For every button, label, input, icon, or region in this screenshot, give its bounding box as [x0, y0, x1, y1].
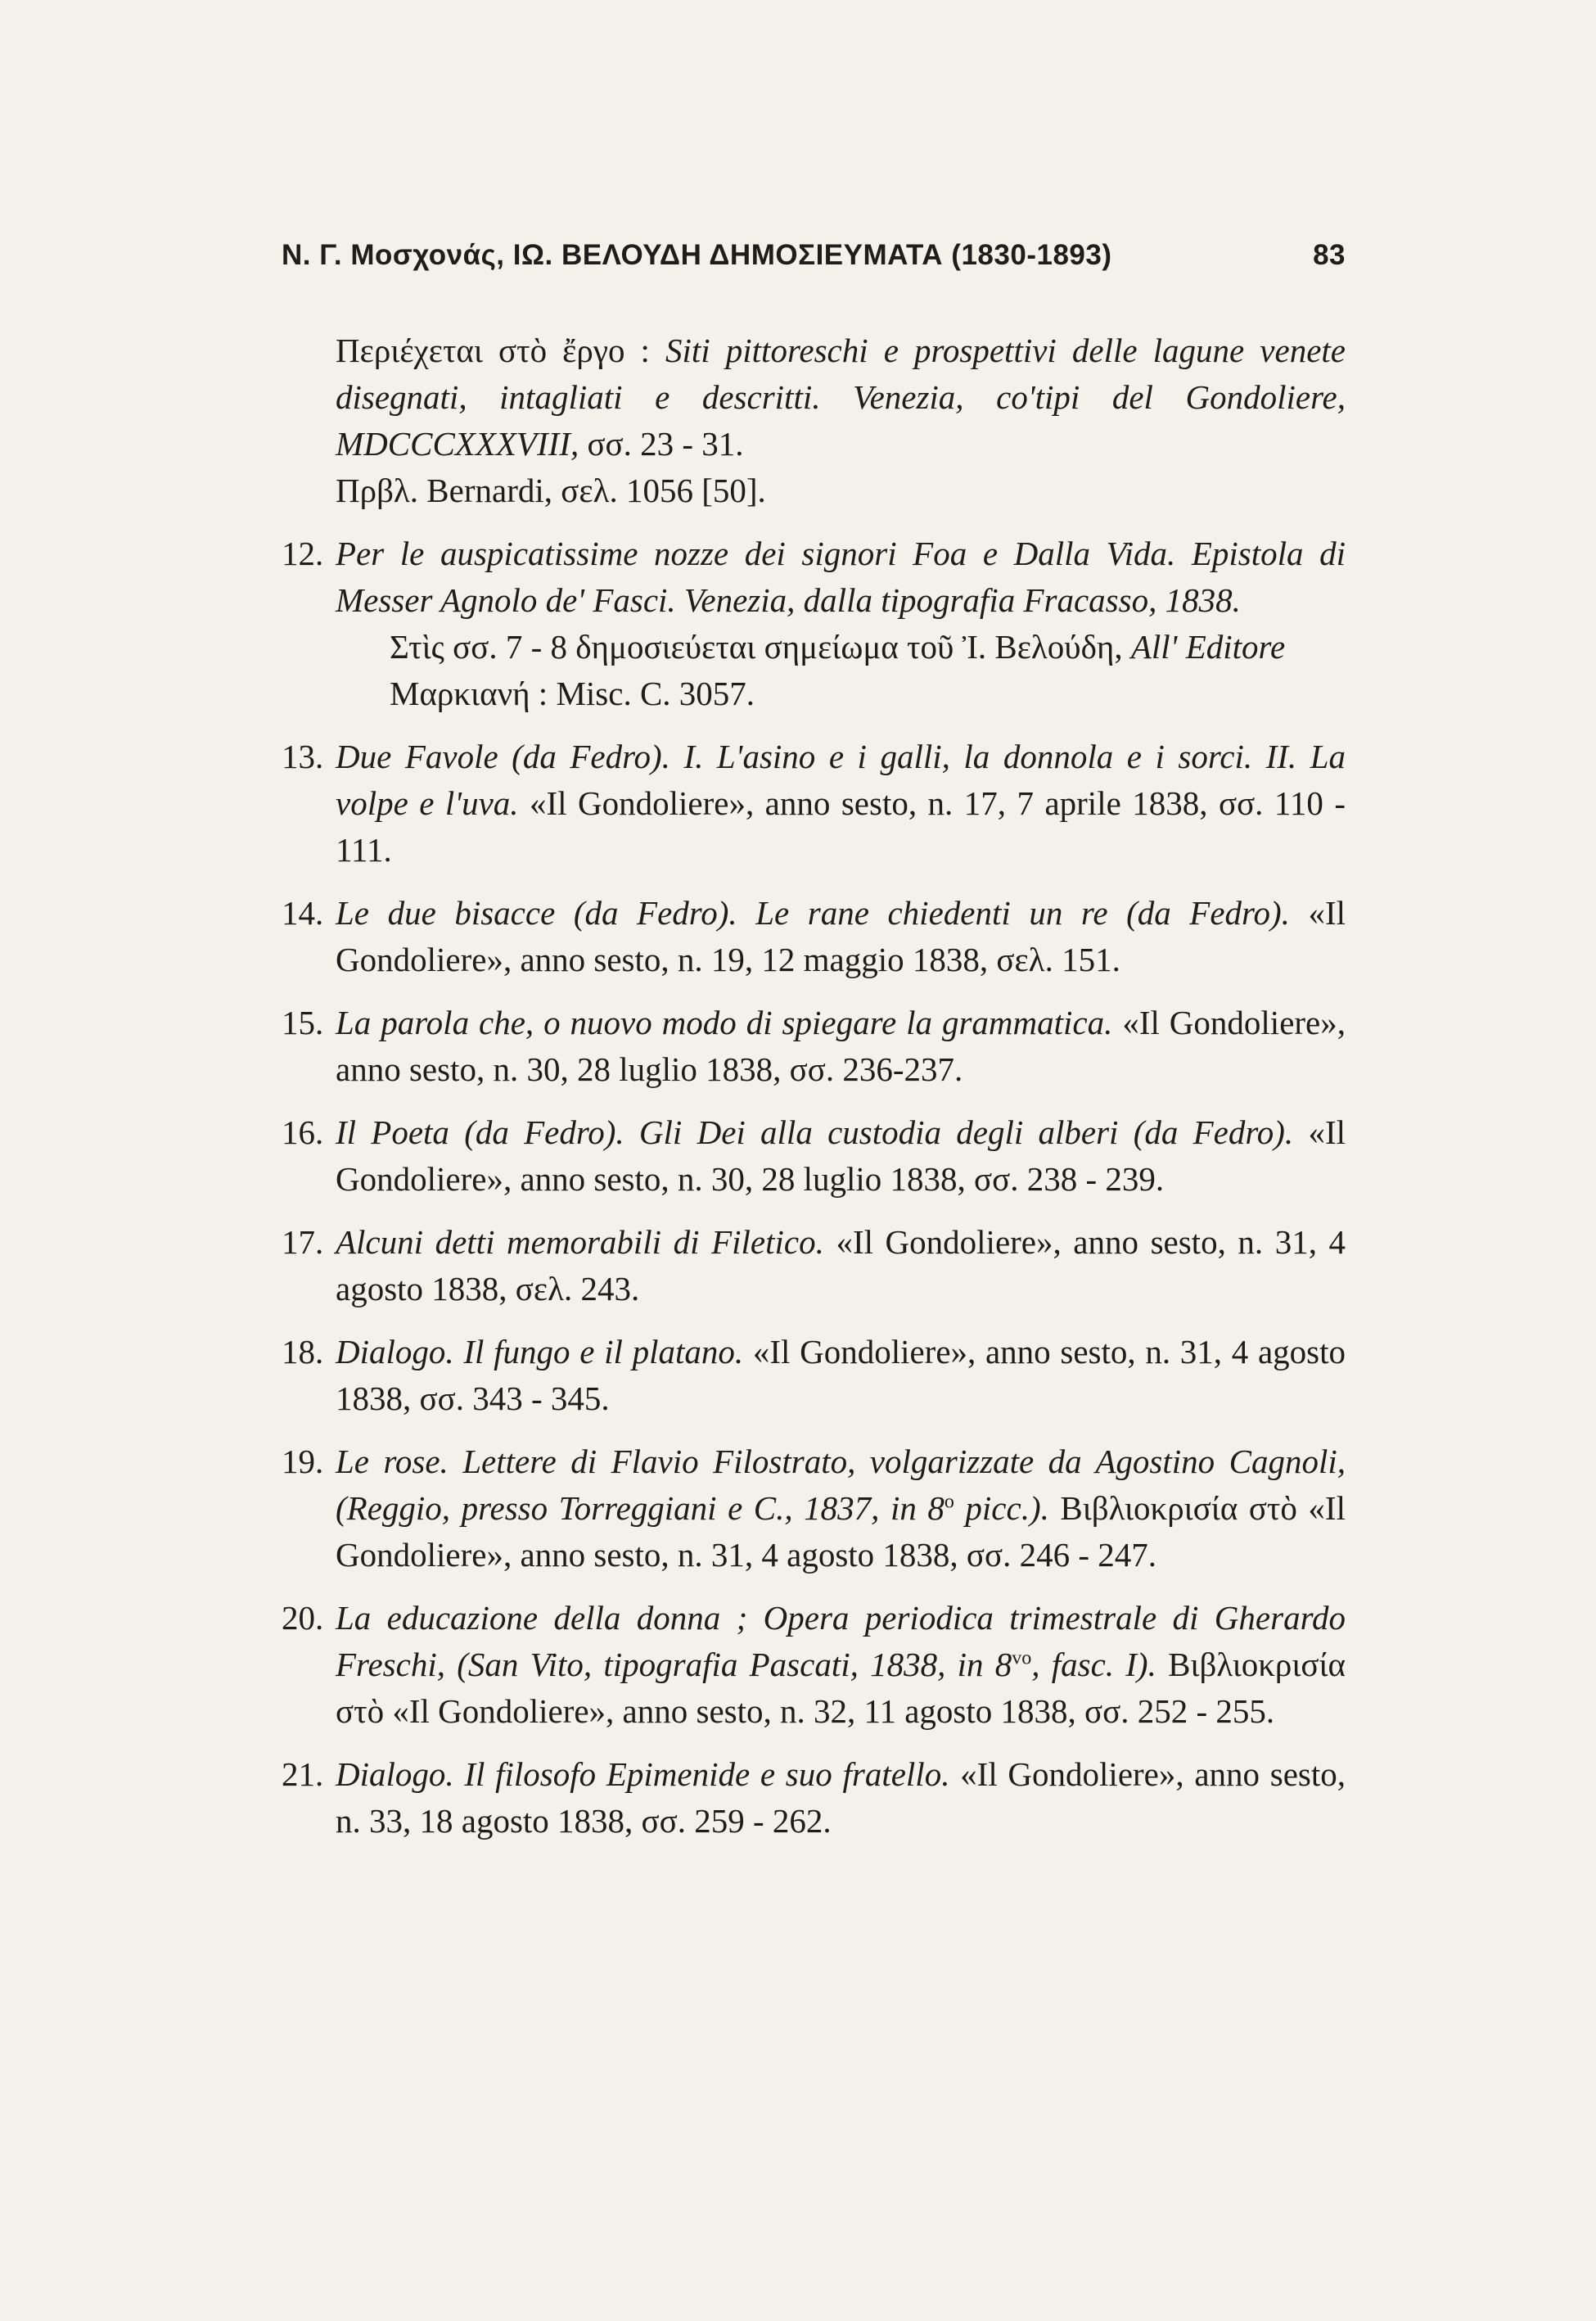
- entry-17: [282, 1219, 1346, 1312]
- entry-publication: «Il Gondoliere», anno sesto, n. 31, 4 agosto 1838, σσ. 343 - 345.: [336, 1333, 1346, 1417]
- entry-title: Alcuni detti memorabili di Filetico.: [336, 1223, 824, 1261]
- entry-16: [282, 1109, 1346, 1203]
- entry-title: Le rose. Lettere di Flavio Filostrato, volgarizzate da Agostino Cagnoli, (Reggio, presso Torreggiani e C., 1837, in 8: [336, 1443, 1346, 1527]
- entry-title: La parola che, o nuovo modo di spiegare la grammatica.: [336, 1004, 1113, 1041]
- intro-title: Siti pittoreschi e prospettivi delle lagune venete disegnati, intagliati e descritti. Venezia, co'tipi del Gondoliere, MDCCCXXXVIII,: [336, 332, 1346, 463]
- entry-publication: «Il Gondoliere», anno sesto, n. 19, 12 maggio 1838, σελ. 151.: [336, 894, 1346, 978]
- entry-number: 20.: [282, 1599, 324, 1637]
- note-lead: Στὶς σσ. 7 - 8 δημοσιεύεται σημείωμα τοῦ Ἰ. Βελούδη,: [390, 628, 1123, 666]
- entry-title: Dialogo. Il fungo e il platano.: [336, 1333, 744, 1370]
- entry-publication: «Il Gondoliere», anno sesto, n. 30, 28 luglio 1838, σσ. 238 - 239.: [336, 1113, 1346, 1198]
- entry-number: 17.: [282, 1223, 324, 1261]
- entry-publication: «Il Gondoliere», anno sesto, n. 30, 28 luglio 1838, σσ. 236-237.: [336, 1004, 1346, 1088]
- entry-number: 16.: [282, 1113, 324, 1151]
- entry-publication: «Il Gondoliere», anno sesto, n. 31, 4 agosto 1838, σελ. 243.: [336, 1223, 1346, 1307]
- entry-21: [282, 1751, 1346, 1845]
- entry-library: Μαρκιανή : Misc. C. 3057.: [390, 675, 755, 712]
- note-italic: All' Editore: [1130, 628, 1286, 666]
- entry-number: 14.: [282, 894, 324, 932]
- entry-title: Due Favole (da Fedro). I. L'asino e i galli, la donnola e i sorci. II. La volpe e l'uva.: [336, 738, 1346, 822]
- entry-number: 21.: [282, 1755, 324, 1793]
- page-number: 83: [1313, 239, 1346, 271]
- entry-12: [282, 531, 1346, 717]
- entry-18: [282, 1329, 1346, 1422]
- entry-title: Il Poeta (da Fedro). Gli Dei alla custodia degli alberi (da Fedro).: [336, 1113, 1294, 1151]
- entry-number: 15.: [282, 1004, 324, 1041]
- entry-title: La educazione della donna ; Opera periodica trimestrale di Gherardo Freschi, (San Vito, tipografia Pascati, 1838, in 8: [336, 1599, 1346, 1683]
- entry-note: [336, 624, 1346, 671]
- entry-13: [282, 734, 1346, 874]
- entry-superscript: o: [944, 1491, 954, 1513]
- entry-title: Dialogo. Il filosofo Epimenide e suo fratello.: [336, 1755, 950, 1793]
- entry-number: 19.: [282, 1443, 324, 1480]
- entry-publication: Βιβλιοκρισία στὸ «Il Gondoliere», anno sesto, n. 31, 4 agosto 1838, σσ. 246 - 247.: [336, 1489, 1346, 1574]
- entry-number: 13.: [282, 738, 324, 775]
- entry-title: Per le auspicatissime nozze dei signori Foa e Dalla Vida. Epistola di Messer Agnolo de' Fasci. Venezia, dalla tipografia Fracasso, 1838.: [336, 535, 1346, 619]
- page-body: [282, 327, 1346, 1845]
- entry-title: Le due bisacce (da Fedro). Le rane chiedenti un re (da Fedro).: [336, 894, 1290, 932]
- entry-superscript: vo: [1012, 1647, 1032, 1669]
- intro-paragraph: [336, 327, 1346, 514]
- entry-14: [282, 890, 1346, 983]
- intro-ref: Πρβλ. Bernardi, σελ. 1056 [50].: [336, 472, 766, 509]
- entry-title-end: , fasc. I).: [1031, 1646, 1156, 1683]
- entry-number: 12.: [282, 535, 324, 572]
- intro-text: [336, 327, 1346, 467]
- entry-number: 18.: [282, 1333, 324, 1370]
- header-title: Ν. Γ. Μοσχονάς, ΙΩ. ΒΕΛΟΥΔΗ ΔΗΜΟΣΙΕΥΜΑΤΑ (1830-1893): [282, 239, 1112, 271]
- entry-title-end: picc.).: [965, 1489, 1049, 1527]
- running-header: [282, 239, 1346, 272]
- entry-publication: «Il Gondoliere», anno sesto, n. 33, 18 agosto 1838, σσ. 259 - 262.: [336, 1755, 1346, 1840]
- entry-publication: Βιβλιοκρισία στὸ «Il Gondoliere», anno sesto, n. 32, 11 agosto 1838, σσ. 252 - 255.: [336, 1646, 1346, 1730]
- intro-lead: Περιέχεται στὸ ἔργο :: [336, 332, 650, 369]
- entry-15: [282, 1000, 1346, 1093]
- entry-20: [282, 1595, 1346, 1735]
- entry-publication: «Il Gondoliere», anno sesto, n. 17, 7 aprile 1838, σσ. 110 - 111.: [336, 784, 1346, 869]
- entry-19: [282, 1438, 1346, 1578]
- intro-pages: σσ. 23 - 31.: [587, 425, 744, 463]
